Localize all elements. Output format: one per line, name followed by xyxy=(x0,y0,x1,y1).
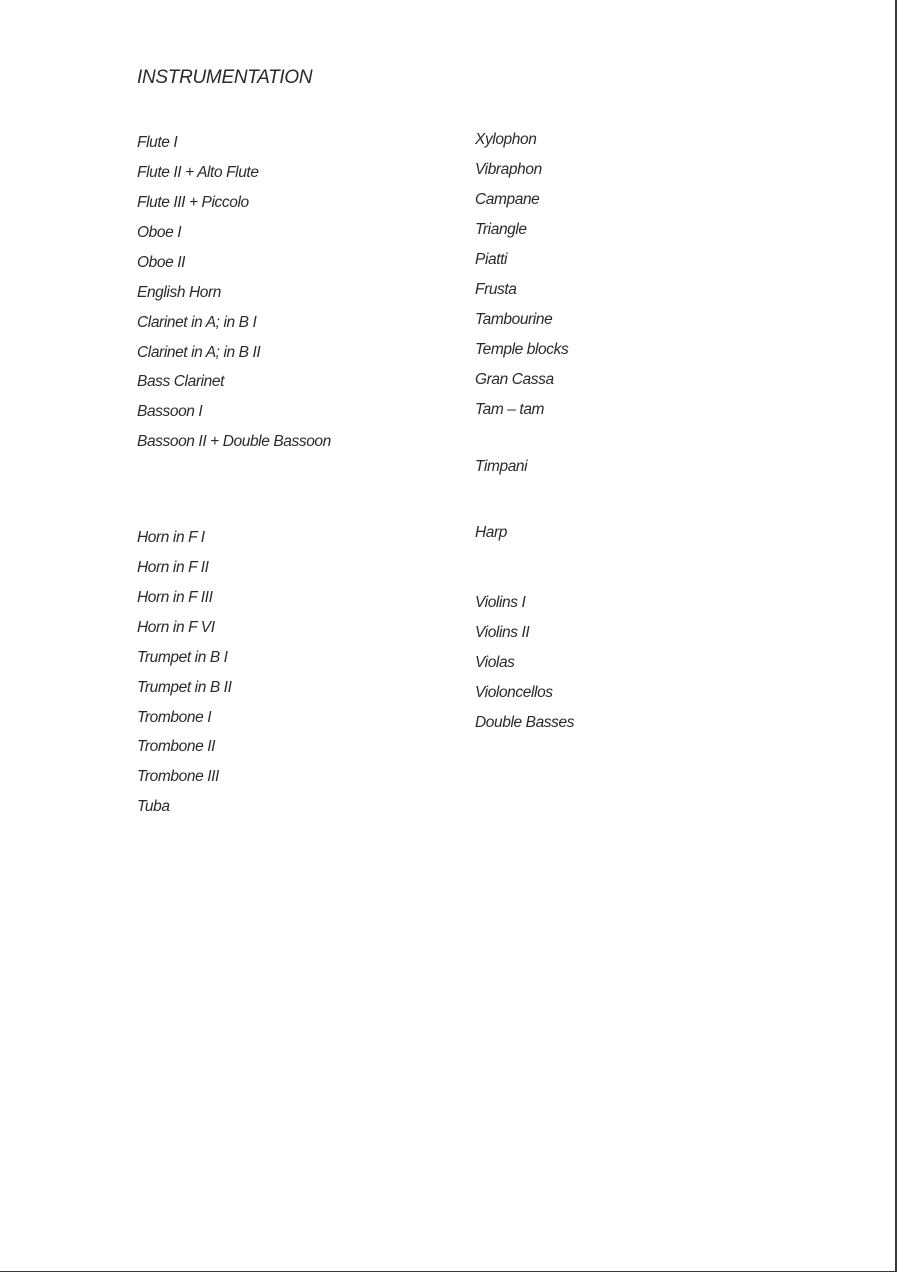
instrument-item: Horn in F I xyxy=(137,529,205,546)
instrument-item: Horn in F II xyxy=(137,559,209,576)
instrument-item: Flute III + Piccolo xyxy=(137,194,249,211)
instrument-item: English Horn xyxy=(137,284,221,301)
instrument-item: Tuba xyxy=(137,798,170,815)
instrument-item: Bassoon I xyxy=(137,403,203,420)
instrument-item: Tam – tam xyxy=(475,401,545,418)
instrument-item: Tambourine xyxy=(475,311,553,328)
instrument-item: Trumpet in B II xyxy=(137,679,232,696)
instrument-item: Flute II + Alto Flute xyxy=(137,164,259,181)
instrument-item: Trumpet in B I xyxy=(137,649,228,666)
instrument-item: Frusta xyxy=(475,281,517,298)
instrument-item: Triangle xyxy=(475,221,527,238)
instrument-item: Gran Cassa xyxy=(475,371,554,388)
instrument-item: Bass Clarinet xyxy=(137,373,224,390)
instrument-item: Horn in F III xyxy=(137,589,213,606)
instrument-item: Clarinet in A; in B I xyxy=(137,314,257,331)
instrument-item: Campane xyxy=(475,191,540,208)
instrument-item: Clarinet in A; in B II xyxy=(137,344,261,361)
page-title: INSTRUMENTATION xyxy=(137,67,313,88)
instrument-item: Oboe I xyxy=(137,224,182,241)
instrument-item: Violas xyxy=(475,654,515,671)
instrument-item: Violoncellos xyxy=(475,684,553,701)
instrument-item: Horn in F VI xyxy=(137,619,215,636)
instrument-item: Trombone I xyxy=(137,709,212,726)
instrument-item: Bassoon II + Double Bassoon xyxy=(137,433,331,450)
instrument-item: Temple blocks xyxy=(475,341,569,358)
instrument-item: Double Basses xyxy=(475,714,575,731)
instrument-item: Harp xyxy=(475,524,507,541)
instrument-item: Piatti xyxy=(475,251,508,268)
instrument-item: Xylophon xyxy=(475,131,537,148)
instrument-item: Trombone III xyxy=(137,768,219,785)
instrument-item: Oboe II xyxy=(137,254,186,271)
instrument-item: Vibraphon xyxy=(475,161,542,178)
instrument-item: Flute I xyxy=(137,134,178,151)
instrument-item: Trombone II xyxy=(137,738,216,755)
instrument-item: Violins II xyxy=(475,624,530,641)
instrument-item: Timpani xyxy=(475,458,528,475)
instrument-item: Violins I xyxy=(475,594,526,611)
